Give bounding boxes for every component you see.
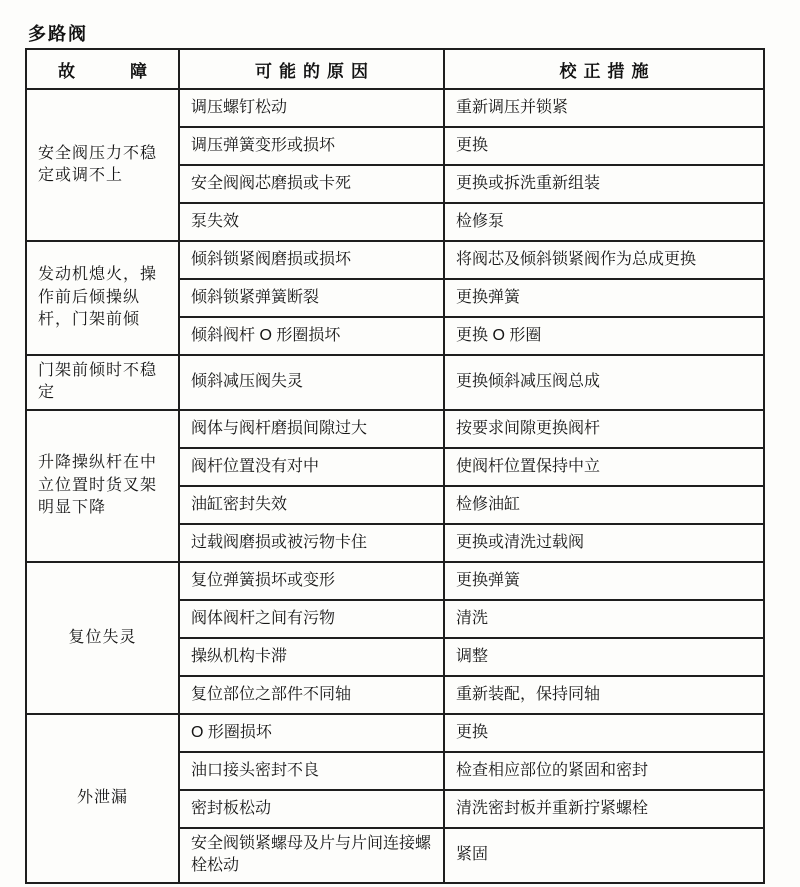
action-cell: 重新调压并锁紧 [444, 89, 764, 127]
page-title: 多路阀 [28, 24, 88, 44]
action-cell: 更换弹簧 [444, 562, 764, 600]
cause-cell: 密封板松动 [179, 790, 444, 828]
action-cell: 检查相应部位的紧固和密封 [444, 752, 764, 790]
table-row [26, 241, 764, 279]
cause-cell: 复位部位之部件不同轴 [179, 676, 444, 714]
action-cell: 按要求间隙更换阀杆 [444, 410, 764, 448]
fault-cell: 外泄漏 [26, 714, 179, 883]
cause-cell: 安全阀锁紧螺母及片与片间连接螺栓松动 [179, 828, 444, 883]
action-cell: 更换 O 形圈 [444, 317, 764, 355]
fault-cell: 升降操纵杆在中立位置时货叉架明显下降 [26, 410, 179, 562]
cause-cell: 倾斜锁紧弹簧断裂 [179, 279, 444, 317]
table-header-row [26, 49, 764, 89]
cause-cell: 泵失效 [179, 203, 444, 241]
action-cell: 更换或拆洗重新组装 [444, 165, 764, 203]
table-row [26, 355, 764, 410]
cause-cell: 调压弹簧变形或损坏 [179, 127, 444, 165]
cause-cell: 操纵机构卡滞 [179, 638, 444, 676]
action-cell: 更换 [444, 127, 764, 165]
fault-cell: 复位失灵 [26, 562, 179, 714]
action-cell: 清洗 [444, 600, 764, 638]
cause-cell: 阀体与阀杆磨损间隙过大 [179, 410, 444, 448]
cause-cell: 阀体阀杆之间有污物 [179, 600, 444, 638]
cause-cell: 倾斜锁紧阀磨损或损坏 [179, 241, 444, 279]
action-cell: 使阀杆位置保持中立 [444, 448, 764, 486]
table-row [26, 714, 764, 752]
fault-cell: 门架前倾时不稳定 [26, 355, 179, 410]
action-cell: 检修油缸 [444, 486, 764, 524]
action-cell: 更换或清洗过载阀 [444, 524, 764, 562]
cause-cell: 安全阀阀芯磨损或卡死 [179, 165, 444, 203]
troubleshooting-table [25, 48, 765, 884]
cause-cell: 阀杆位置没有对中 [179, 448, 444, 486]
cause-cell: 复位弹簧损坏或变形 [179, 562, 444, 600]
header-action: 校正措施 [444, 49, 764, 89]
action-cell: 调整 [444, 638, 764, 676]
action-cell: 重新装配，保持同轴 [444, 676, 764, 714]
action-cell: 将阀芯及倾斜锁紧阀作为总成更换 [444, 241, 764, 279]
action-cell: 检修泵 [444, 203, 764, 241]
action-cell: 更换弹簧 [444, 279, 764, 317]
table-row [26, 562, 764, 600]
fault-cell: 发动机熄火，操作前后倾操纵杆，门架前倾 [26, 241, 179, 355]
header-cause: 可能的原因 [179, 49, 444, 89]
fault-cell: 安全阀压力不稳定或调不上 [26, 89, 179, 241]
cause-cell: 过载阀磨损或被污物卡住 [179, 524, 444, 562]
action-cell: 更换 [444, 714, 764, 752]
cause-cell: 油口接头密封不良 [179, 752, 444, 790]
action-cell: 清洗密封板并重新拧紧螺栓 [444, 790, 764, 828]
cause-cell: 调压螺钉松动 [179, 89, 444, 127]
cause-cell: O 形圈损坏 [179, 714, 444, 752]
cause-cell: 倾斜阀杆 O 形圈损坏 [179, 317, 444, 355]
table-row [26, 410, 764, 448]
cause-cell: 油缸密封失效 [179, 486, 444, 524]
cause-cell: 倾斜减压阀失灵 [179, 355, 444, 410]
action-cell: 更换倾斜减压阀总成 [444, 355, 764, 410]
header-fault: 故 障 [26, 49, 179, 89]
table-row [26, 89, 764, 127]
action-cell: 紧固 [444, 828, 764, 883]
table-body [26, 89, 764, 883]
